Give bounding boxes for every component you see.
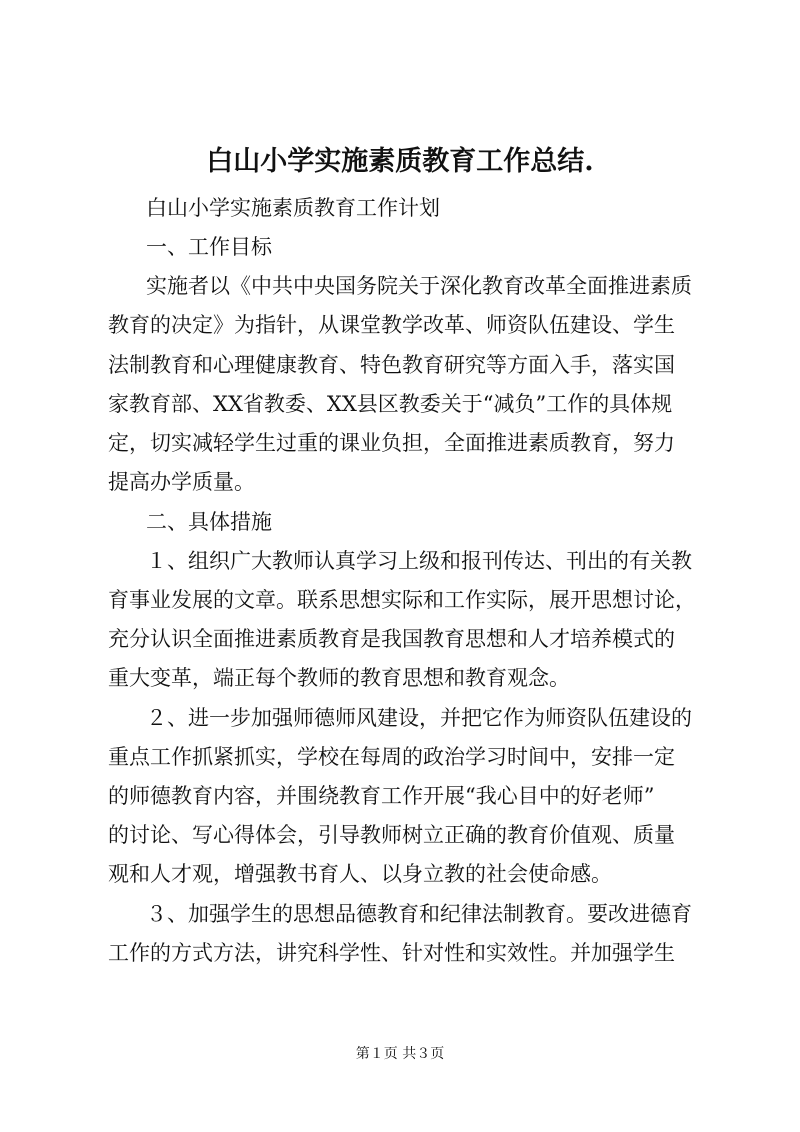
page-footer: 第１页 共３页 (355, 1046, 445, 1062)
text-line: 重点工作抓紧抓实，学校在每周的政治学习时间中，安排一定 (108, 745, 675, 769)
section-heading: 一、工作目标 (146, 235, 272, 259)
text-line: 的师德教育内容，并围绕教育工作开展“我心目中的好老师” (108, 784, 655, 808)
document-title: 白山小学实施素质教育工作总结. (206, 146, 594, 177)
text-line: 提高办学质量。 (108, 470, 255, 494)
text-line: 法制教育和心理健康教育、特色教育研究等方面入手，落实国 (108, 353, 675, 377)
section-heading: 二、具体措施 (146, 510, 272, 534)
text-line: 家教育部、XX省教委、XX县区教委关于“减负”工作的具体规 (108, 392, 673, 416)
text-line: 教育的决定》为指针，从课堂教学改革、师资队伍建设、学生 (108, 313, 675, 337)
text-line: 工作的方式方法，讲究科学性、针对性和实效性。并加强学生 (108, 941, 675, 965)
text-line: 充分认识全面推进素质教育是我国教育思想和人才培养模式的 (108, 627, 675, 651)
text-line: １、组织广大教师认真学习上级和报刊传达、刊出的有关教 (146, 549, 692, 573)
text-line: 的讨论、写心得体会，引导教师树立正确的教育价值观、质量 (108, 823, 675, 847)
text-line: 白山小学实施素质教育工作计划 (146, 196, 440, 220)
text-line: 重大变革，端正每个教师的教育思想和教育观念。 (108, 666, 570, 690)
text-line: 观和人才观，增强教书育人、以身立教的社会使命感。 (108, 862, 612, 886)
text-line: ２、进一步加强师德师风建设，并把它作为师资队伍建设的 (146, 706, 692, 730)
text-line: 实施者以《中共中央国务院关于深化教育改革全面推进素质 (146, 274, 692, 298)
text-line: 育事业发展的文章。联系思想实际和工作实际，展开思想讨论， (108, 588, 696, 612)
text-line: ３、加强学生的思想品德教育和纪律法制教育。要改进德育 (146, 902, 692, 926)
text-line: 定，切实减轻学生过重的课业负担，全面推进素质教育，努力 (108, 431, 675, 455)
